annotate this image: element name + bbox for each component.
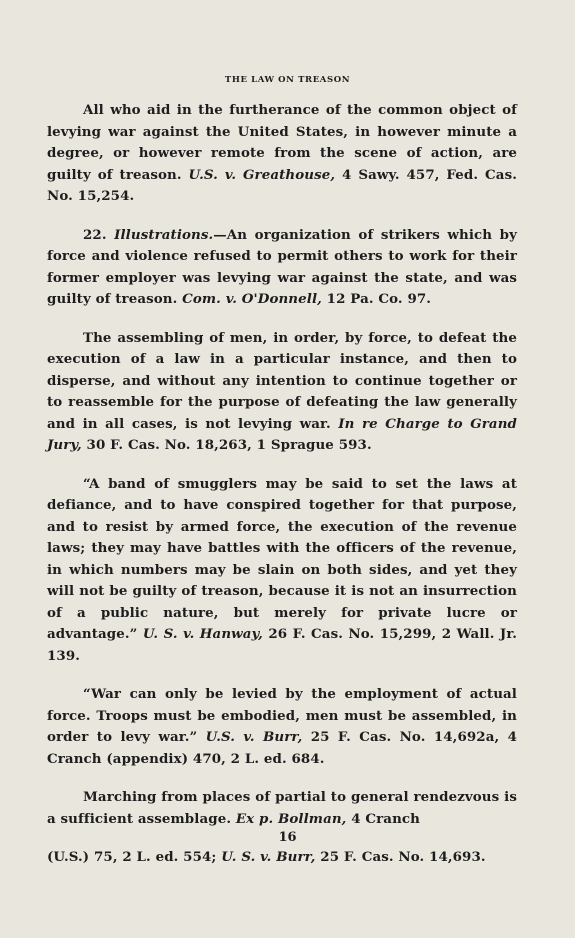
- paragraph-3: The assembling of men, in order, by force, to defeat the execution of a law in a particular instance, and then to disperse, and without any intention to continue together or to reassemble for the purpose of defeating the law generally and in all cases, is not levying war. In re Charge to Grand Jury, 30 F. Cas. No. 18,263, 1 Sprague 593.: [47, 329, 518, 453]
- paragraph-1: All who aid in the furtherance of the common object of levying war against the United States, in however minute a degree, or however remote from the scene of action, are guilty of treason. U.S. v. Greathouse, 4 Sawy. 457, Fed. Cas. No. 15,254.: [47, 102, 517, 204]
- paragraph-2: 22. Illustrations.—An organization of strikers which by force and violence refused to permit others to work for their former employer was levying war against the state, and was guilty of treason. Com. v. O'Donnell, 12 Pa. Co. 97.: [47, 226, 517, 307]
- page-number: 16: [278, 830, 297, 845]
- page-body: [47, 100, 517, 886]
- paragraph-6-continued: (U.S.) 75, 2 L. ed. 554; U. S. v. Burr, 25 F. Cas. No. 14,693.: [47, 849, 486, 865]
- section-heading: Illustrations.: [114, 226, 214, 243]
- case-citation: U.S. v. Burr,: [205, 729, 303, 745]
- case-citation: Com. v. O'Donnell,: [182, 291, 322, 307]
- running-header: THE LAW ON TREASON: [224, 75, 351, 85]
- paragraph-6: Marching from places of partial to general rendezvous is a sufficient assemblage. Ex p. Bollman, 4 Cranch: [47, 789, 517, 827]
- case-citation: U. S. v. Burr,: [221, 849, 316, 865]
- case-citation: U. S. v. Hanway,: [142, 626, 263, 642]
- case-citation: Ex p. Bollman,: [235, 810, 347, 827]
- paragraph-4: “A band of smugglers may be said to set the laws at defiance, and to have conspired together for that purpose, and to resist by armed force, the execution of the revenue laws; they may have battles with the officers of the revenue, in which numbers may be slain on both sides, and yet they will not be guilty of treason, because it is not an insurrection of a public nature, but merely for private lucre or advantage.” U. S. v. Hanway, 26 F. Cas. No. 15,299, 2 Wall. Jr. 139.: [47, 475, 517, 664]
- paragraph-5: “War can only be levied by the employment of actual force. Troops must be embodied, men must be assembled, in order to levy war.” U.S. v. Burr, 25 F. Cas. No. 14,692a, 4 Cranch (appendix) 470, 2 L. ed. 684.: [47, 686, 518, 767]
- case-citation: U.S. v. Greathouse,: [188, 166, 336, 183]
- section-number: 22.: [83, 226, 115, 243]
- case-citation: In re Charge to Grand Jury,: [47, 415, 518, 453]
